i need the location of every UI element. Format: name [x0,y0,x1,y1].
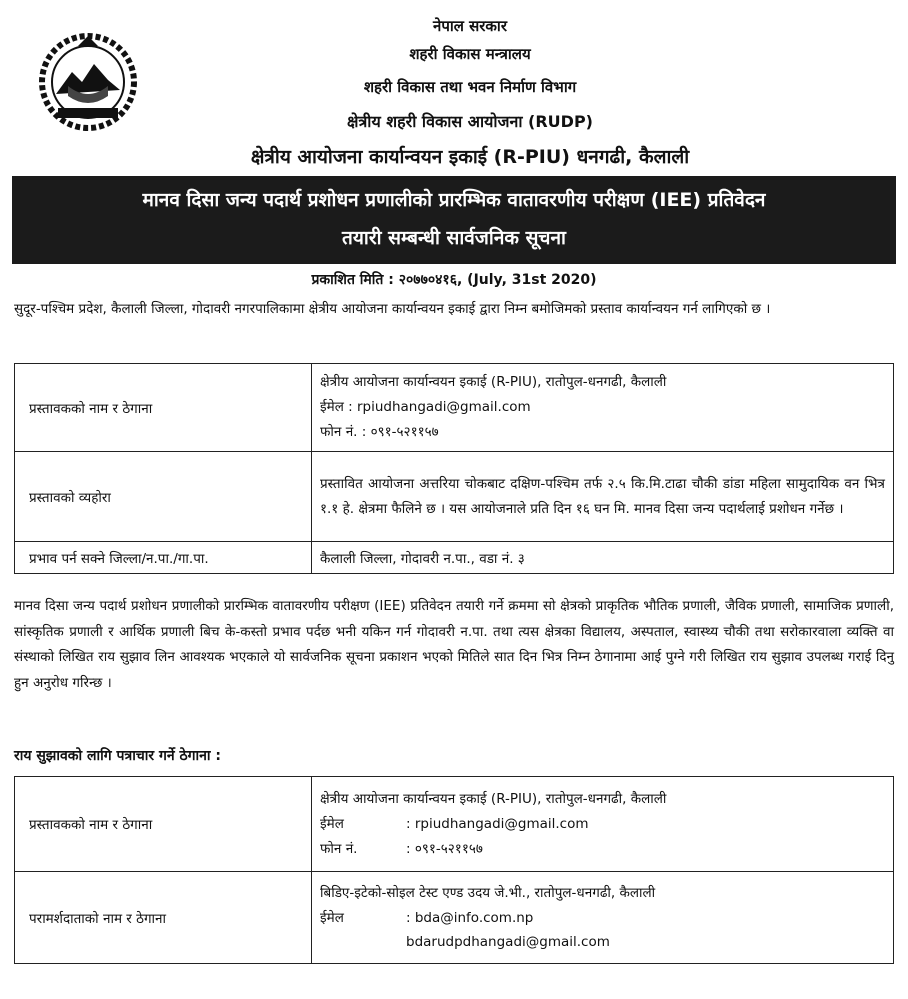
proposal-description-label: प्रस्तावको व्यहोरा [15,452,312,542]
phone-key: फोन नं. [320,840,358,857]
consultant-email [320,906,885,931]
proposer-email [320,812,885,837]
proposer-address: क्षेत्रीय आयोजना कार्यान्वयन इकाई (R-PIU), रातोपुल-धनगढी, कैलाली [320,374,667,390]
correspondence-table [14,776,894,964]
header-line-department: शहरी विकास तथा भवन निर्माण विभाग [363,78,577,96]
email-key: ईमेल [320,910,344,926]
body-paragraph: मानव दिसा जन्य पदार्थ प्रशोधन प्रणालीको प्रारम्भिक वातावरणीय परीक्षण (IEE) प्रतिवेदन तयारी गर्ने क्रममा सो क्षेत्रको प्राकृतिक भौतिक प्रणाली, जैविक प्रणाली, सामाजिक प्रणाली, सांस्कृतिक प्रणाली र आर्थिक प्रणाली बिच के-कस्तो प्रभाव पर्दछ भनी यकिन गर्न गोदावरी न.पा. तथा त्यस क्षेत्रका विद्यालय, अस्पताल, स्वास्थ्य चौकी तथा सरोकारवाला व्यक्ति वा संस्थाको लिखित राय सुझाव लिन आवश्यक भएकाले यो सार्वजनिक सूचना प्रकाशन भएको मितिले सात दिन भित्र निम्न ठेगानामा आई पुग्ने गरी लिखित राय सुझाव उपलब्ध गराई दिनु हुन अनुरोध गरिन्छ । [14,598,894,691]
header-line-unit: क्षेत्रीय आयोजना कार्यान्वयन इकाई (R-PIU) धनगढी, कैलाली [250,146,690,168]
table-row [15,364,894,452]
nepal-government-emblem-icon [38,32,138,132]
proposer-phone: फोन नं. : ०९१-५२११५७ [320,424,439,440]
header-line-ministry: शहरी विकास मन्त्रालय [409,45,531,63]
email-value: : bda@info.com.np [406,910,534,926]
table-row [15,872,894,964]
header-line-government: नेपाल सरकार [433,17,507,35]
email-key: ईमेल [320,815,344,832]
intro-paragraph: सुदूर-पश्चिम प्रदेश, कैलाली जिल्ला, गोदावरी नगरपालिकामा क्षेत्रीय आयोजना कार्यान्वयन इकाई द्वारा निम्न बमोजिमको प्रस्ताव कार्यान्वयन गर्न लागिएको छ । [14,301,771,317]
email-value: : rpiudhangadi@gmail.com [406,815,589,832]
correspondence-heading: राय सुझावको लागि पत्राचार गर्ने ठेगाना : [14,748,222,764]
consultant-email-2: bdarudpdhangadi@gmail.com [406,934,610,950]
proposer-label: प्रस्तावकको नाम र ठेगाना [15,777,312,872]
proposer-phone [320,837,885,862]
notice-title-line-1: मानव दिसा जन्य पदार्थ प्रशोधन प्रणालीको प्रारम्भिक वातावरणीय परीक्षण (IEE) प्रतिवेदन [142,189,766,211]
consultant-label: परामर्शदाताको नाम र ठेगाना [15,872,312,964]
table-row [15,452,894,542]
table-row [15,542,894,574]
phone-value: : ०९१-५२११५७ [406,840,483,857]
affected-area-label: प्रभाव पर्न सक्ने जिल्ला/न.पा./गा.पा. [15,542,312,574]
consultant-value [312,872,894,964]
proposer-value [312,777,894,872]
proposer-label: प्रस्तावकको नाम र ठेगाना [15,364,312,452]
proposer-email: ईमेल : rpiudhangadi@gmail.com [320,399,531,415]
proposal-details-table [14,363,894,574]
proposer-address: क्षेत्रीय आयोजना कार्यान्वयन इकाई (R-PIU), रातोपुल-धनगढी, कैलाली [320,790,667,807]
consultant-address: बिडिए-इटेको-सोइल टेस्ट एण्ड उदय जे.भी., रातोपुल-धनगढी, कैलाली [320,885,656,901]
notice-title-line-2: तयारी सम्बन्धी सार्वजनिक सूचना [342,227,566,249]
proposal-description-value [312,452,894,542]
notice-title-banner [12,176,896,264]
header-line-project: क्षेत्रीय शहरी विकास आयोजना (RUDP) [347,112,593,131]
proposer-value [312,364,894,452]
published-date: प्रकाशित मिति : २०७७०४१६, (July, 31st 2020) [311,272,597,288]
affected-area-value: कैलाली जिल्ला, गोदावरी न.पा., वडा नं. ३ [312,542,894,574]
table-row [15,777,894,872]
proposal-description-text: प्रस्तावित आयोजना अत्तरिया चोकबाट दक्षिण-पश्चिम तर्फ २.५ कि.मि.टाढा चौकी डांडा महिला सामुदायिक वन भित्र १.१ हे. क्षेत्रमा फैलिने छ । यस आयोजनाले प्रति दिन १६ घन मि. मानव दिसा जन्य पदार्थलाई प्रशोधन गर्नेछ । [320,475,885,517]
